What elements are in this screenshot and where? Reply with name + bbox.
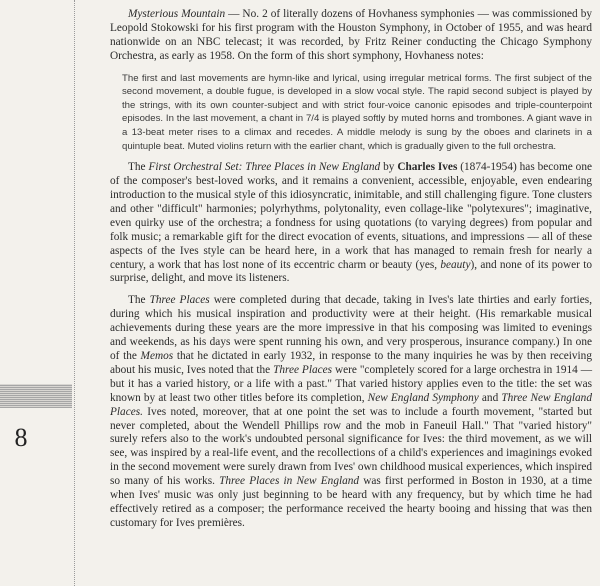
page-number: 8 — [14, 423, 28, 452]
paragraph-mysterious-mountain: Mysterious Mountain — No. 2 of literally dozens of Hovhaness symphonies — was commissioned by Leopold Stokowski for his first program with the Houston Symphony, in October of 1955, and was heard nationwide on an NBC telecast; it was recorded, by Fritz Reiner conducting the Chicago Symphony Orchestra, as early as 1958. On the form of this short symphony, Hovhaness notes: — [110, 8, 592, 62]
main-text — [110, 8, 592, 539]
page-tab-marker — [0, 384, 72, 408]
work-title: First Orchestral Set: Three Places in New England — [148, 161, 381, 174]
paragraph-ives-intro: The First Orchestral Set: Three Places in New England by Charles Ives (1874-1954) has become one of the composer's best-loved works, and it remains a convenient, accessible, enjoyable, even endearing introduction to the musical style of this idiosyncratic, inimitable, and still challenging figure. Tone clusters and other "difficult" harmonies; polyrhythms, polytonality, even collage-like "polytexures"; imaginative, even quirky use of the orchestra; a fondness for using quotations (to varying degrees) from popular and folk music; a remarkable gift for the direct evocation of events, situations, and impressions — all of these aspects of the Ives style can be heard here, in a work that has managed to remain fresh for nearly a century, a work that has lost none of its eccentric charm or beauty (yes, beauty), and none of its power to surprise, delight, and move its listeners. — [110, 161, 592, 285]
composer-name: Charles Ives — [397, 161, 458, 174]
paragraph-three-places-history: The Three Places were completed during that decade, taking in Ives's late thirties and early forties, during which his musical inspiration and productivity were at their height. (His remarkable musical achievements during these years are the more impressive in that his composing was limited to evenings and weekends, as his days were spent running his own, and very prosperous, insurance company.) In one of the Memos that he dictated in early 1932, in response to the many inquiries he was by then receiving about his music, Ives noted that the Three Places were "completely scored for a large orchestra in 1914 — but it has a varied history, or a life with a past." That varied history applies even to the title: the set was known by at least two other titles before its completion, New England Symphony and Three New England Places. Ives noted, moreover, that at one point the set was to include a fourth movement, "started but never completed, about the Wendell Phillips row and the mob in Faneuil Hall." That "varied history" surely refers also to the work's undoubted personal significance for Ives: the third movement, as we will see, was inspired by a real-life event, and the recollections of a child's experiences and imaginings evoked in the second movement were surely drawn from Ives' own childhood musical experiences, which inspired so many of his works. Three Places in New England was first performed in Boston in 1930, at a time when Ives' music was only just beginning to be heard with any frequency, but by which time he had effectively retired as a composer; the performance received the hearty booing and hissing that was then customary for Ives premières. — [110, 294, 593, 529]
hovhaness-quote: The first and last movements are hymn-like and lyrical, using irregular metrical forms. The first subject of the second movement, a double fugue, is developed in a slow vocal style. The rapid second subject is played by the strings, with its own counter-subject and with strict four-voice canonic episodes and triple-counterpoint episodes. In the last movement, a chant in 7/4 is played softly by muted horns and trombones. A giant wave in a 13-beat meter rises to a climax and recedes. A middle melody is sung by the oboes and clarinets in a quintuple beat. Muted violins return with the earlier chant, which is gradually given to the full orchestra. — [122, 72, 592, 152]
margin-dotted-line — [74, 0, 75, 586]
work-title: Mysterious Mountain — [128, 8, 226, 20]
